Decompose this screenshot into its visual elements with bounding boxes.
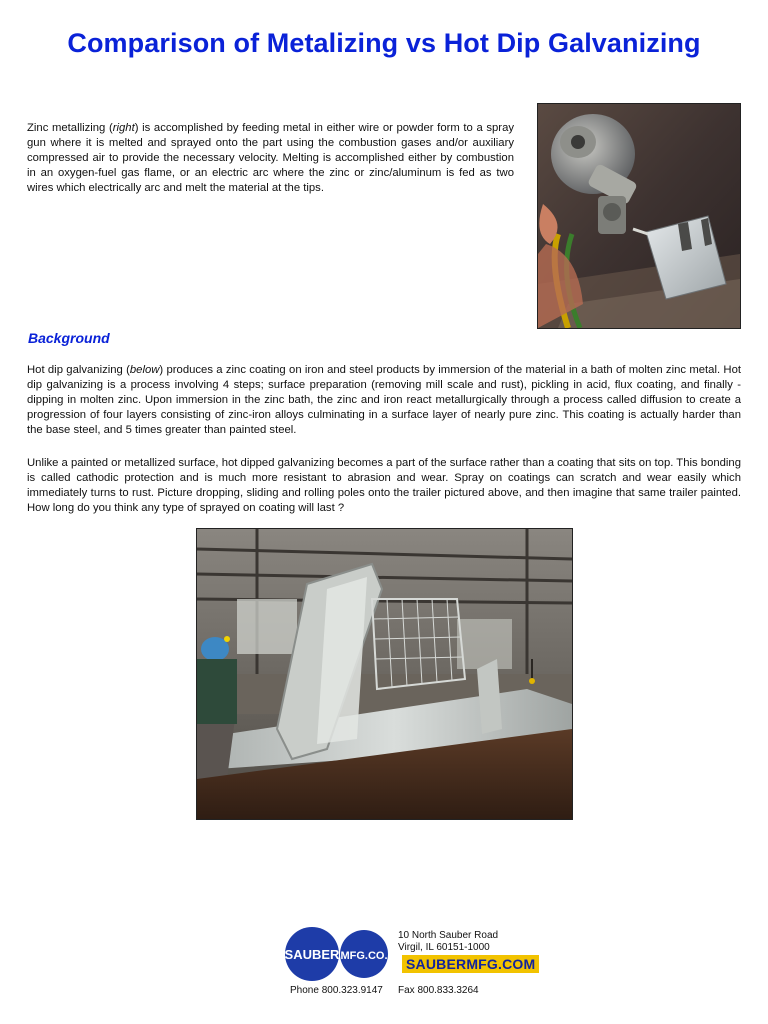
galvanizing-description [27,363,741,438]
sauber-logo [282,924,402,984]
intro-text-start: Zinc metallizing ( [27,122,113,134]
background-heading: Background [28,330,110,346]
website-link[interactable]: SAUBERMFG.COM [402,955,539,973]
galvanizing-illustration [197,529,572,819]
phone-number: Phone 800.323.9147 [290,985,383,996]
address-line-1: 10 North Sauber Road [398,930,499,941]
para1-text-end: ) produces a zinc coating on iron and steel products by immersion of the material in a bath of molten zinc metal. Hot dip galvanizing is a process involving 4 steps; surface preparation (removing mill scale and rust), pickling in acid, flux coating, and finally - dipping in molten zinc. Upon immersion in the zinc bath, the zinc and iron react metallurgically through a process called diffusion to create a progression of four layers consisting of zinc-iron alloys culminating in a surface layer of nearly pure zinc. This coating is actually harder than the base steel, and 5 times greater than painted steel. [27,364,741,436]
spray-gun-illustration [538,104,740,328]
para1-text-start: Hot dip galvanizing ( [27,364,130,376]
logo-text-left: SAUBER [284,947,340,962]
logo-text-right: MFG.CO. [340,950,388,962]
comparison-paragraph: Unlike a painted or metallized surface, hot dipped galvanizing becomes a part of the surface rather than a coating that sits on top. This bonding is called cathodic protection and is much more resistant to abrasion and wear. Spray on coatings can scratch and wear easily which immediately turns to rust. Picture dropping, sliding and rolling poles onto the trailer pictured above, and then imagine that same trailer painted. How long do you think any type of sprayed on coating will last ? [27,457,741,514]
para1-emphasis: below [129,364,160,376]
metallizing-description [27,121,514,196]
spray-gun-photo [537,103,741,329]
logo-mark [282,924,402,984]
fax-number: Fax 800.833.3264 [398,985,479,996]
address-line-2: Virgil, IL 60151-1000 [398,942,490,953]
page-title: Comparison of Metalizing vs Hot Dip Galvanizing [67,28,701,58]
galvanizing-bath-photo [196,528,573,820]
intro-text-end: ) is accomplished by feeding metal in either wire or powder form to a spray gun where it is melted and sprayed onto the part using the combustion gases and/or auxiliary compressed air to provide the necessary velocity. Melting is accomplished either by combustion in an oxygen-fuel gas flame, or an electric arc where the zinc or zinc/aluminum is fed as two wires which electrically arc and melt the material at the tips. [27,122,514,194]
intro-emphasis: right [112,122,135,134]
